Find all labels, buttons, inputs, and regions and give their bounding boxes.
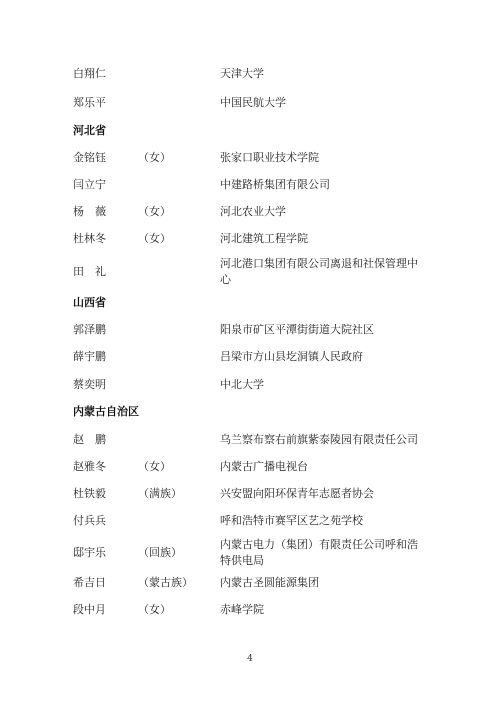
organization: 中建路桥集团有限公司 xyxy=(220,178,330,191)
person-note: （满族） xyxy=(138,487,182,500)
organization: 赤峰学院 xyxy=(220,603,264,616)
organization: 内蒙古圣圆能源集团 xyxy=(220,576,319,589)
list-item xyxy=(0,537,500,571)
organization: 张家口职业技术学院 xyxy=(220,151,319,164)
organization: 乌兰察布察右前旗紫泰陵园有限责任公司 xyxy=(220,433,418,446)
person-note: （女） xyxy=(138,232,171,245)
person-note: （蒙古族） xyxy=(138,576,193,589)
person-note: （女） xyxy=(138,151,171,164)
person-name: 赵雅冬 xyxy=(73,460,106,473)
person-name: 金铭钰 xyxy=(73,151,106,164)
person-name: 赵 鹏 xyxy=(73,433,106,446)
person-name: 杜铁毅 xyxy=(73,487,106,500)
person-name: 杜林冬 xyxy=(73,232,106,245)
organization: 内蒙古电力（集团）有限责任公司呼和浩特供电局 xyxy=(220,538,418,567)
person-name: 杨 薇 xyxy=(73,205,106,218)
person-note: （女） xyxy=(138,460,171,473)
person-note: （女） xyxy=(138,205,171,218)
person-name: 郑乐平 xyxy=(73,96,106,109)
person-name: 希吉日 xyxy=(73,576,106,589)
organization: 中北大学 xyxy=(220,378,264,391)
person-note: （回族） xyxy=(138,546,182,559)
organization: 兴安盟向阳环保青年志愿者协会 xyxy=(220,487,374,500)
section-heading-inner-mongolia: 内蒙古自治区 xyxy=(73,405,139,418)
section-heading-shanxi: 山西省 xyxy=(73,296,106,309)
organization: 中国民航大学 xyxy=(220,96,286,109)
list-item xyxy=(0,256,500,290)
person-name: 白翔仁 xyxy=(73,67,106,80)
organization: 吕梁市方山县圪洞镇人民政府 xyxy=(220,350,363,363)
organization: 内蒙古广播电视台 xyxy=(220,460,308,473)
organization: 河北建筑工程学院 xyxy=(220,232,308,245)
person-name: 薛宇鹏 xyxy=(73,350,106,363)
organization: 河北港口集团有限公司离退和社保管理中心 xyxy=(220,257,418,286)
person-name: 闫立宁 xyxy=(73,178,106,191)
person-name: 郭泽鹏 xyxy=(73,323,106,336)
person-name: 蔡奕明 xyxy=(73,378,106,391)
organization: 呼和浩特市赛罕区艺之苑学校 xyxy=(220,514,363,527)
person-name: 邸宇乐 xyxy=(73,546,106,559)
person-note: （女） xyxy=(138,603,171,616)
organization: 天津大学 xyxy=(220,67,264,80)
person-name: 田 礼 xyxy=(73,265,106,278)
person-name: 付兵兵 xyxy=(73,514,106,527)
page-number: 4 xyxy=(247,654,253,664)
organization: 河北农业大学 xyxy=(220,205,286,218)
person-name: 段中月 xyxy=(73,603,106,616)
organization: 阳泉市矿区平潭街街道大院社区 xyxy=(220,323,374,336)
section-heading-hebei: 河北省 xyxy=(73,124,106,137)
